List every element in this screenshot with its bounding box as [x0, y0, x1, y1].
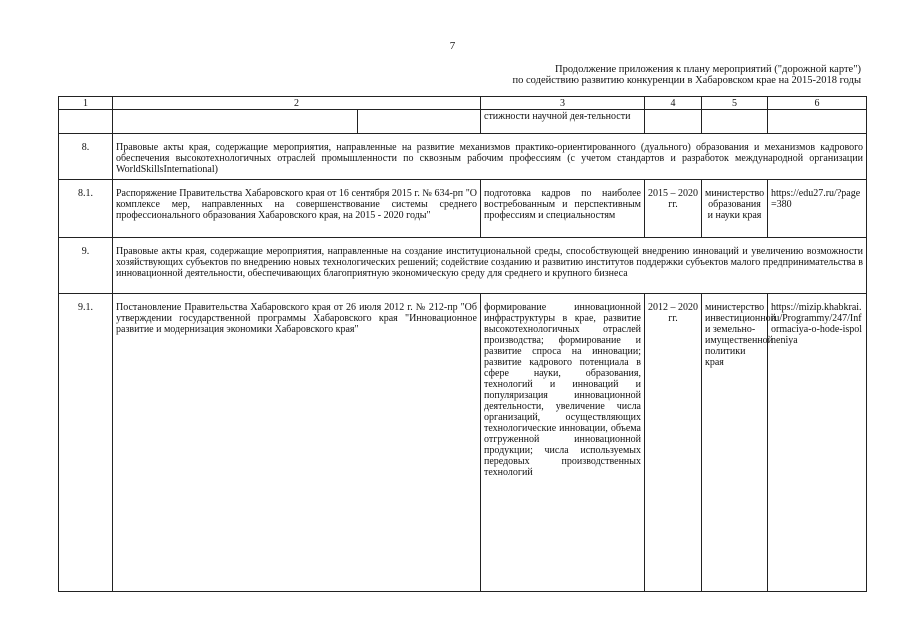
table-cell	[768, 110, 867, 134]
table-cell	[113, 110, 358, 134]
row-number: 8.1.	[59, 180, 113, 238]
section-row-8	[59, 134, 867, 180]
url-cell: https://edu27.ru/?page=380	[768, 180, 867, 238]
period-cell: 2012 – 2020 гг.	[645, 294, 702, 592]
table-row-continuation	[59, 110, 867, 134]
table-cell	[59, 110, 113, 134]
column-header: 2	[113, 97, 481, 110]
period-cell: 2015 – 2020 гг.	[645, 180, 702, 238]
goal-cell: подготовка кадров по наиболее востребованным и перспективным профессиям и специальностям	[481, 180, 645, 238]
section-text: Правовые акты края, содержащие мероприятия, направленные на создание институциональной среды, способствующей внедрению инноваций и увеличению возможности хозяйствующих субъектов по внедрению новых технологических решений; содействие созданию и развитию институтов поддержки субъектов малого предпринимательства в инновационной деятельности, обеспечивающих благоприятную экономическую среду для среднего и крупного бизнеса	[113, 238, 867, 294]
section-text: Правовые акты края, содержащие мероприятия, направленные на развитие механизмов практико-ориентированного (дуального) образования и механизмов кадрового обеспечения высокотехнологичных отраслей промышленности по сквозным рабочим профессиям (с учетом стандартов и разработок международной организации WorldSkillsInternational)	[113, 134, 867, 180]
roadmap-table	[58, 96, 867, 592]
column-number-row	[59, 97, 867, 110]
row-number: 9.1.	[59, 294, 113, 592]
table-cell	[702, 110, 768, 134]
column-header: 3	[481, 97, 645, 110]
page-number: 7	[449, 40, 456, 52]
executor-cell: министерство инвестиционной и земельно-имущественной политики края	[702, 294, 768, 592]
document-header	[513, 64, 861, 86]
section-number: 9.	[59, 238, 113, 294]
column-header: 5	[702, 97, 768, 110]
executor-cell: министерство образования и науки края	[702, 180, 768, 238]
goal-cell: формирование инновационной инфраструктуры в крае, развитие высокотехнологичных отраслей производства; формирование и развитие спроса на инновации; развитие кадрового потенциала в сфере науки, образования, технологий и инноваций и популяризация инновационной деятельности, увеличение числа организаций, осуществляющих технологические инновации, объема отгруженной инновационной продукции; числа используемых передовых производственных технологий	[481, 294, 645, 592]
section-number: 8.	[59, 134, 113, 180]
table-row-9-1	[59, 294, 867, 592]
table-cell	[645, 110, 702, 134]
legal-act-cell: Постановление Правительства Хабаровского края от 26 июля 2012 г. № 212-пр "Об утверждении государственной программы Хабаровского края "Инновационное развитие и модернизация экономики Хабаровского края"	[113, 294, 481, 592]
column-header: 1	[59, 97, 113, 110]
table-cell	[358, 110, 481, 134]
table-cell: стижности научной дея-тельности	[481, 110, 645, 134]
header-line-1: Продолжение приложения к плану мероприятий ("дорожной карте")	[554, 64, 861, 75]
header-line-2: по содействию развитию конкуренции в Хабаровском крае на 2015-2018 годы	[512, 75, 861, 86]
table-row-8-1	[59, 180, 867, 238]
legal-act-cell: Распоряжение Правительства Хабаровского края от 16 сентября 2015 г. № 634-рп "О комплексе мер, направленных на совершенствование системы среднего профессионального образования Хабаровского края, на 2015 - 2020 годы"	[113, 180, 481, 238]
url-cell: https://mizip.khabkrai.ru/Programmy/247/Informaciya-o-hode-ispolneniya	[768, 294, 867, 592]
section-row-9	[59, 238, 867, 294]
column-header: 6	[768, 97, 867, 110]
column-header: 4	[645, 97, 702, 110]
